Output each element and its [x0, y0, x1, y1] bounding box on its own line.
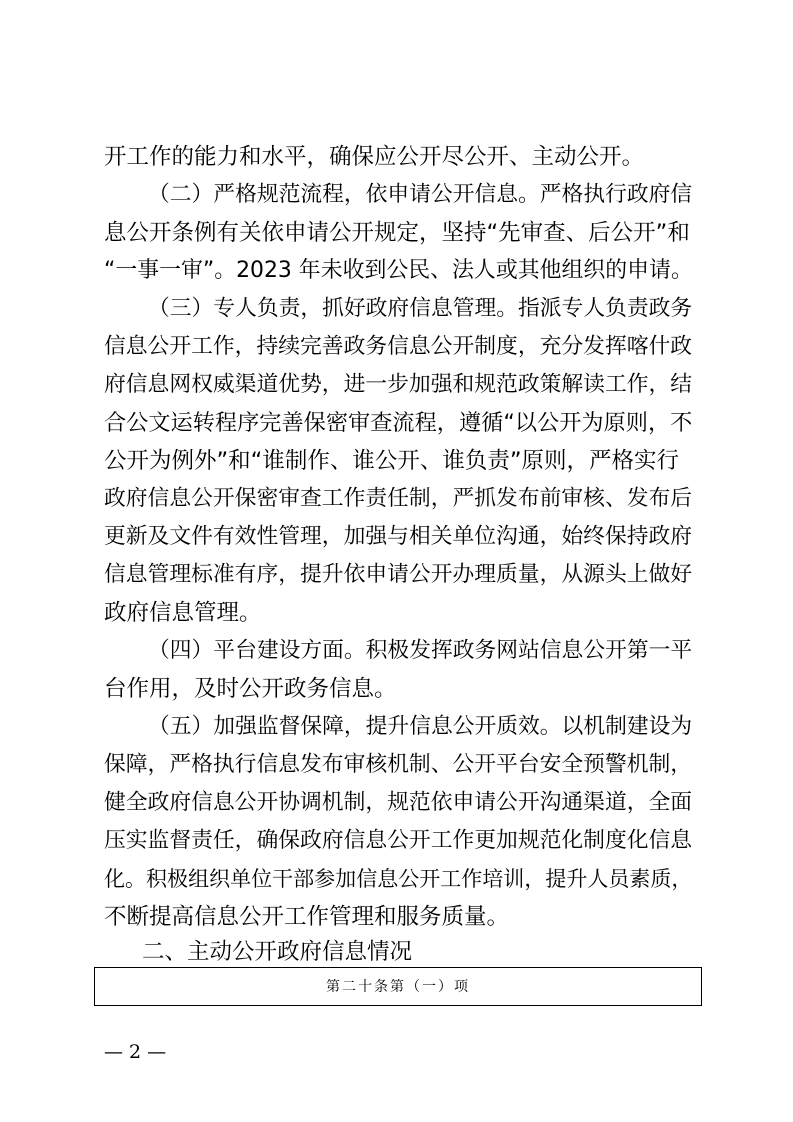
paragraph-line: 公开为例外”和“谁制作、谁公开、谁负责”原则，严格实行	[104, 448, 679, 474]
paragraph-line: 政府信息管理。	[104, 600, 262, 626]
paragraph-line: （五）加强监督保障，提升信息公开质效。以机制建设为	[148, 714, 693, 739]
section-heading: 二、主动公开政府信息情况	[142, 939, 413, 965]
table-header-cell: 第二十条第（一）项	[326, 979, 470, 995]
paragraph-line: 府信息网权威渠道优势，进一步加强和规范政策解读工作，结	[104, 372, 693, 397]
paragraph-line: 信息管理标准有序，提升依申请公开办理质量，从源头上做好	[104, 562, 693, 587]
info-table	[94, 967, 702, 1006]
paragraph-line: 保障，严格执行信息发布审核机制、公开平台安全预警机制，	[104, 752, 693, 777]
paragraph-line: 合公文运转程序完善保密审查流程，遵循“以公开为原则，不	[104, 410, 693, 436]
paragraph-line: 压实监督责任，确保政府信息公开工作更加规范化制度化信息	[104, 828, 693, 853]
paragraph-line: “一事一审”。2023 年未收到公民、法人或其他组织的申请。	[104, 258, 693, 283]
paragraph-line: 台作用，及时公开政务信息。	[104, 676, 397, 702]
paragraph-line: 信息公开工作，持续完善政务信息公开制度，充分发挥喀什政	[104, 334, 693, 359]
paragraph-line: （二）严格规范流程，依申请公开信息。严格执行政府信	[148, 182, 693, 207]
page-number: — 2 —	[104, 1041, 167, 1063]
paragraph-line: （四）平台建设方面。积极发挥政务网站信息公开第一平	[148, 638, 693, 663]
paragraph-line: 政府信息公开保密审查工作责任制，严抓发布前审核、发布后	[104, 486, 693, 511]
paragraph-line: 更新及文件有效性管理，加强与相关单位沟通，始终保持政府	[104, 524, 693, 549]
paragraph-line: （三）专人负责，抓好政府信息管理。指派专人负责政务	[148, 296, 693, 321]
paragraph-line: 息公开条例有关依申请公开规定，坚持“先审查、后公开”和	[104, 220, 690, 246]
paragraph-line: 化。积极组织单位干部参加信息公开工作培训，提升人员素质，	[104, 866, 693, 891]
paragraph-line: 不断提高信息公开工作管理和服务质量。	[104, 904, 510, 930]
paragraph-line: 健全政府信息公开协调机制，规范依申请公开沟通渠道，全面	[104, 790, 693, 815]
paragraph-line: 开工作的能力和水平，确保应公开尽公开、主动公开。	[104, 144, 645, 170]
